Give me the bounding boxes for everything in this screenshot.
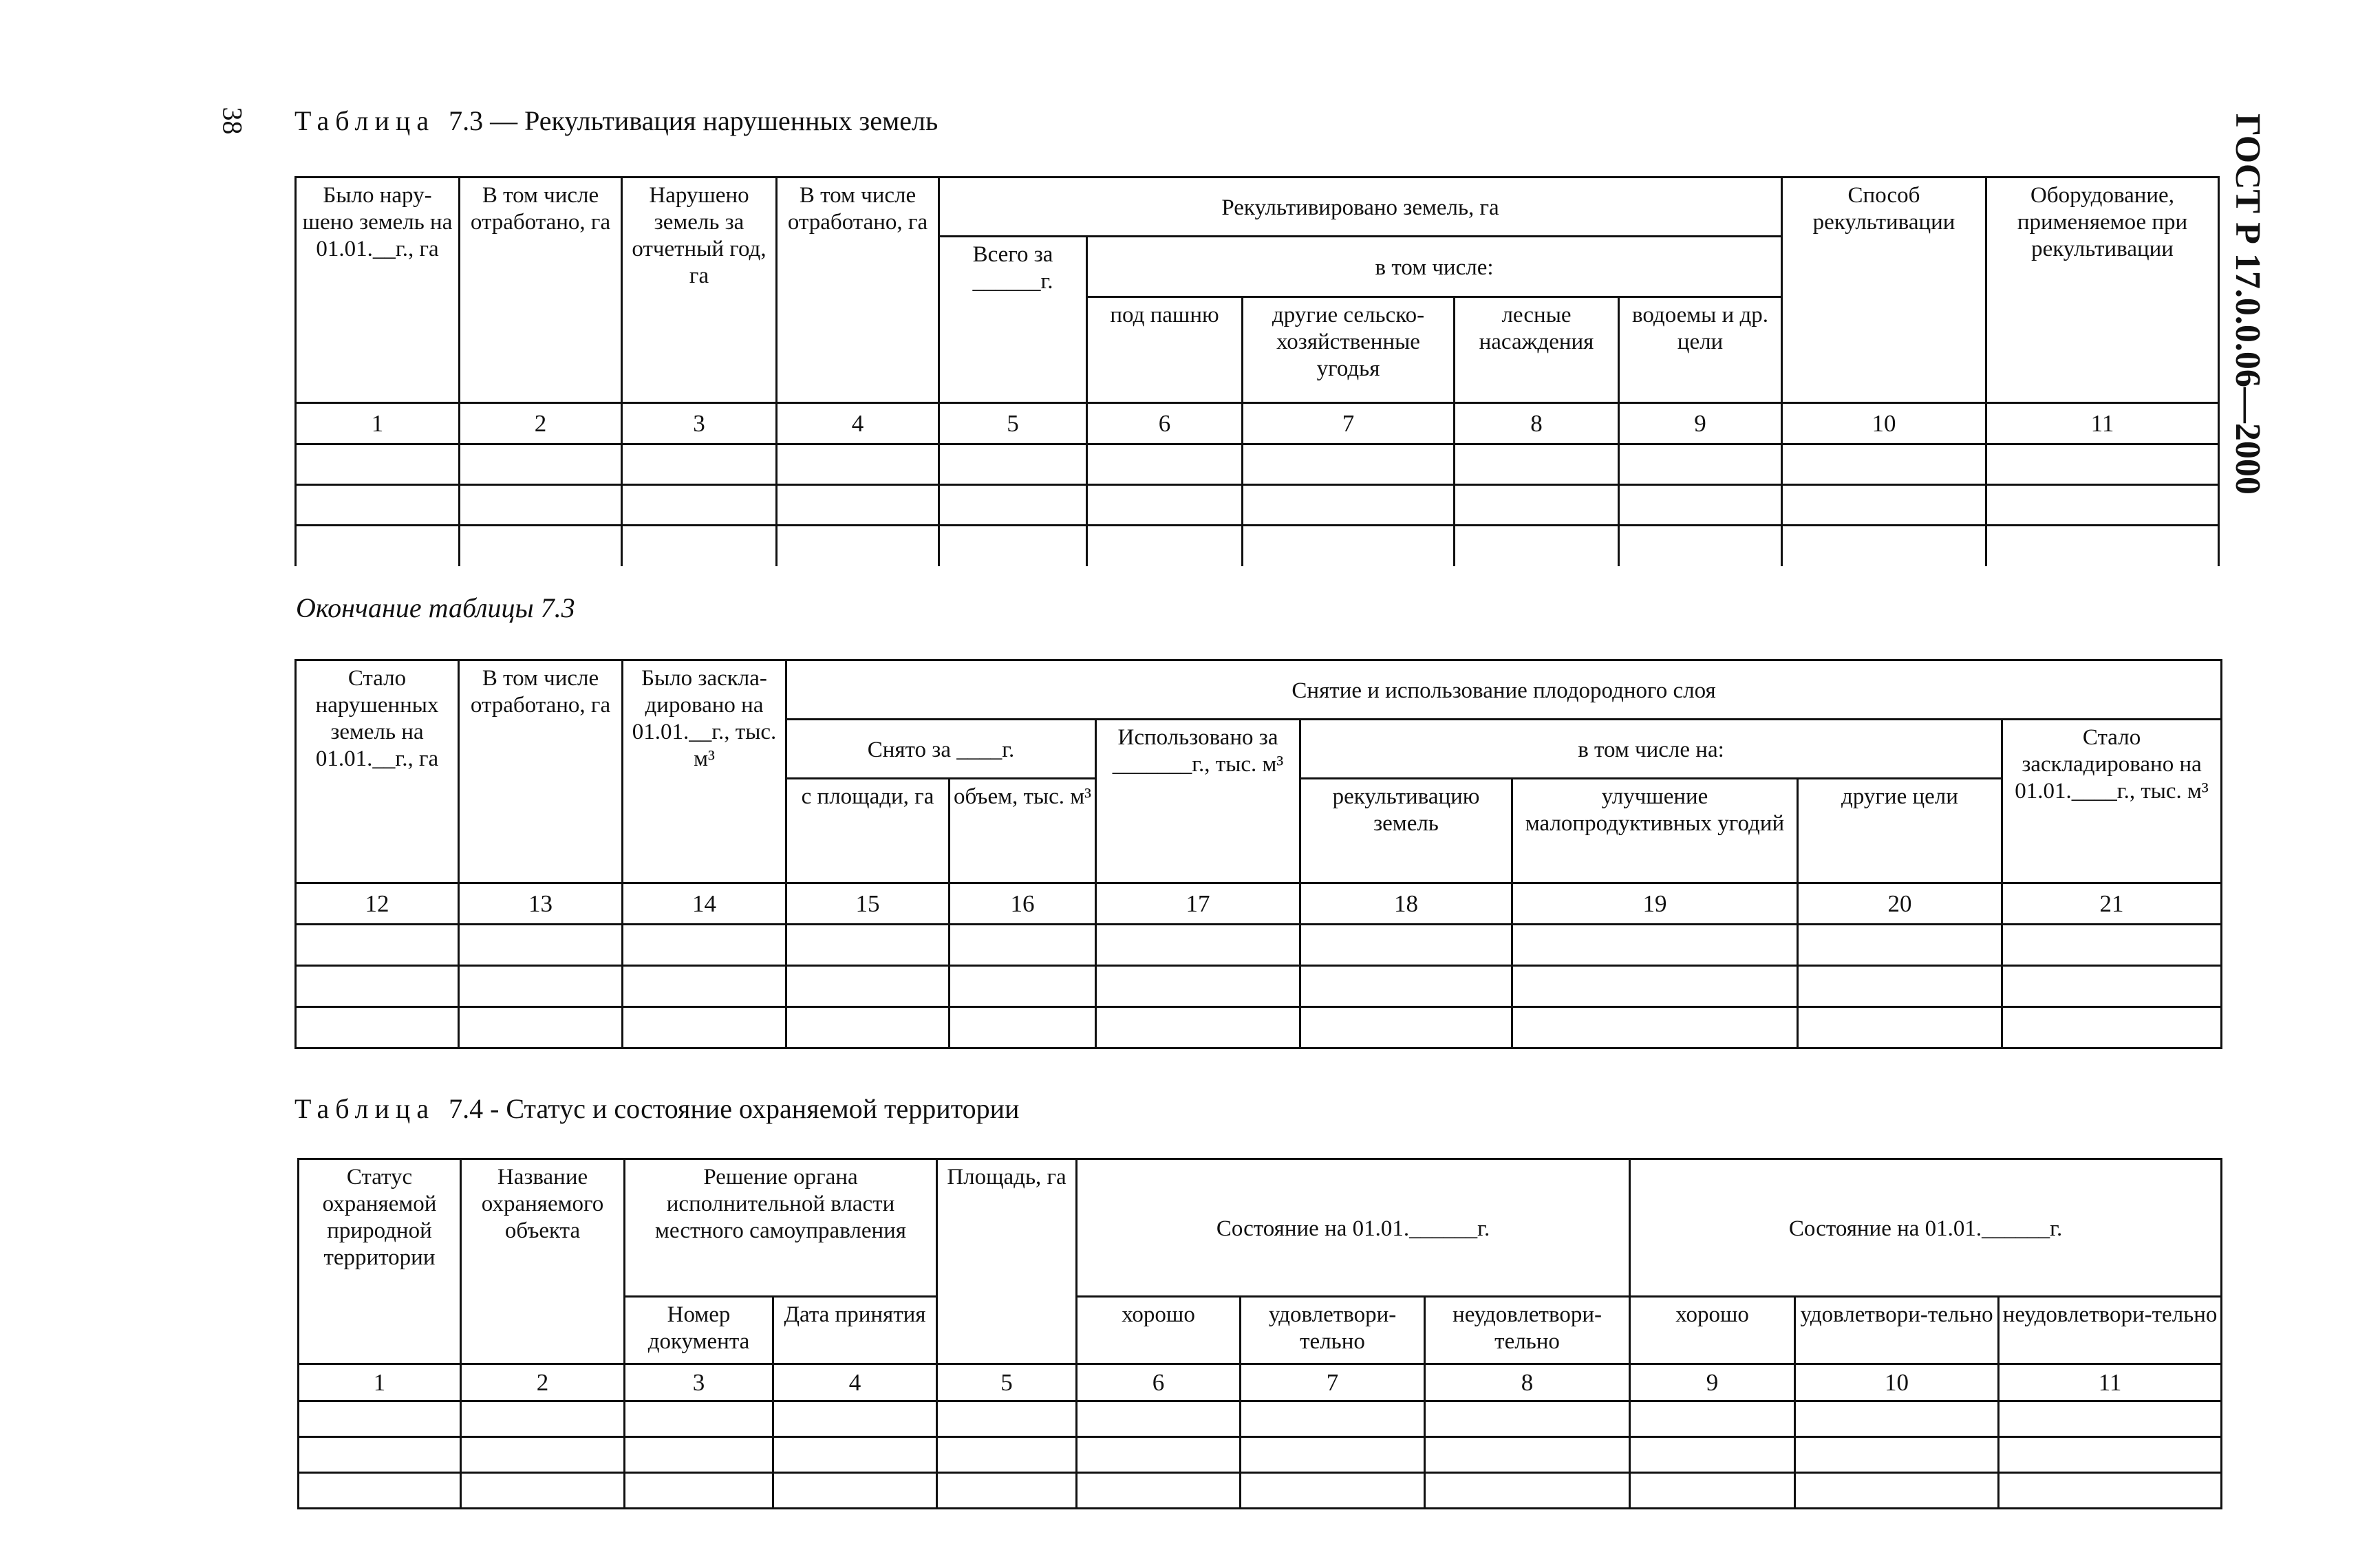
empty-cell [461,1401,625,1437]
empty-cell [1455,526,1619,566]
empty-cell [1455,444,1619,485]
column-number: 8 [1425,1364,1630,1401]
column-number: 11 [1986,403,2219,444]
table-7-4-title-word: Таблица [294,1093,436,1124]
page-number: 38 [217,107,248,135]
column-number: 16 [950,883,1096,925]
header-was-stored: Было заскла-дировано на 01.01.__г., тыс. м³ [623,660,786,883]
header-was-disturbed: Было нару-шено земель на 01.01.__г., га [296,177,460,403]
header-object-name: Название охраняемого объекта [461,1159,625,1364]
empty-cell [625,1473,773,1509]
empty-cell [1241,1401,1425,1437]
column-number-row [299,1364,2222,1401]
table-row [296,526,2219,566]
header-including-on: в том числе на: [1300,720,2002,779]
column-number: 14 [623,883,786,925]
empty-cell [1096,925,1300,966]
table-7-4-title [294,1092,1019,1125]
empty-cell [1999,1473,2222,1509]
table-row [299,1473,2222,1509]
table-row [296,444,2219,485]
header-doc-number: Номер документа [625,1297,773,1364]
column-number: 5 [939,403,1087,444]
empty-cell [296,485,460,526]
empty-cell [786,1007,950,1048]
table-7-3-title-word: Таблица [294,105,436,136]
empty-cell [950,1007,1096,1048]
empty-cell [937,1401,1077,1437]
empty-cell [950,925,1096,966]
empty-cell [937,1473,1077,1509]
empty-cell [2002,966,2222,1007]
empty-cell [777,485,939,526]
table-7-3-title [294,105,938,137]
column-number: 18 [1300,883,1512,925]
column-number: 4 [777,403,939,444]
empty-cell [1425,1437,1630,1473]
header-adopt-date: Дата принятия [773,1297,937,1364]
header-good-2: хорошо [1630,1297,1795,1364]
empty-cell [622,485,777,526]
column-number: 3 [622,403,777,444]
column-number: 15 [786,883,950,925]
empty-cell [1999,1401,2222,1437]
column-number: 10 [1782,403,1986,444]
column-number: 19 [1512,883,1798,925]
header-equipment: Оборудование, применяемое при рекультивации [1986,177,2219,403]
empty-cell [299,1437,461,1473]
table-7-4 [297,1158,2222,1509]
header-water: водоемы и др. цели [1619,297,1782,403]
empty-cell [1087,485,1243,526]
empty-cell [622,444,777,485]
empty-cell [773,1473,937,1509]
empty-cell [459,966,623,1007]
column-number: 1 [296,403,460,444]
empty-cell [1798,966,2002,1007]
header-worked-out-2: В том числе отработано, га [777,177,939,403]
empty-cell [1999,1437,2222,1473]
empty-cell [1782,444,1986,485]
empty-cell [623,966,786,1007]
column-number: 9 [1619,403,1782,444]
empty-cell [1425,1401,1630,1437]
empty-cell [777,444,939,485]
header-disturbed-year: Нарушено земель за отчетный год, га [622,177,777,403]
header-recultivated: Рекультивировано земель, га [939,177,1782,237]
empty-cell [1798,925,2002,966]
header-improve: улучшение малопродуктивных угодий [1512,779,1798,883]
empty-cell [623,925,786,966]
empty-cell [1782,526,1986,566]
table-7-4-title-text: 7.4 - Статус и состояние охраняемой территории [449,1093,1020,1124]
empty-cell [460,485,622,526]
empty-cell [296,1007,459,1048]
empty-cell [459,1007,623,1048]
standard-code: ГОСТ Р 17.0.0.06—2000 [2228,114,2267,495]
header-satisf-1: удовлетвори-тельно [1241,1297,1425,1364]
empty-cell [1077,1401,1241,1437]
empty-cell [1243,444,1455,485]
header-state-2: Состояние на 01.01.______г. [1630,1159,2222,1297]
empty-cell [1077,1473,1241,1509]
empty-cell [1782,485,1986,526]
table-7-3-end-subtitle: Окончание таблицы 7.3 [296,592,575,623]
header-became-disturbed: Стало нарушенных земель на 01.01.__г., га [296,660,459,883]
table-7-3-end [294,659,2222,1049]
column-number: 6 [1077,1364,1241,1401]
empty-cell [2002,1007,2222,1048]
table-row [296,925,2222,966]
header-area: Площадь, га [937,1159,1077,1364]
empty-cell [296,925,459,966]
empty-cell [1241,1473,1425,1509]
header-status: Статус охраняемой природной территории [299,1159,461,1364]
header-area: с площади, га [786,779,950,883]
empty-cell [939,526,1087,566]
empty-cell [939,444,1087,485]
empty-cell [1300,925,1512,966]
table-row [299,1437,2222,1473]
empty-cell [625,1437,773,1473]
header-recult: рекультивацию земель [1300,779,1512,883]
header-other-agri: другие сельско-хозяйственные угодья [1243,297,1455,403]
column-number: 2 [460,403,622,444]
header-unsatisf-2: неудовлетвори-тельно [1999,1297,2222,1364]
empty-cell [1455,485,1619,526]
header-total: Всего за ______г. [939,237,1087,403]
header-forest: лесные насаждения [1455,297,1619,403]
header-state-1: Состояние на 01.01.______г. [1077,1159,1630,1297]
empty-cell [459,925,623,966]
empty-cell [625,1401,773,1437]
column-number: 1 [299,1364,461,1401]
column-number: 7 [1243,403,1455,444]
empty-cell [1795,1473,1999,1509]
column-number-row [296,883,2222,925]
empty-cell [1512,1007,1798,1048]
empty-cell [296,966,459,1007]
header-other-goals: другие цели [1798,779,2002,883]
empty-cell [623,1007,786,1048]
empty-cell [1096,1007,1300,1048]
column-number: 8 [1455,403,1619,444]
empty-cell [2002,925,2222,966]
empty-cell [1795,1437,1999,1473]
empty-cell [1619,444,1782,485]
header-worked-out-1: В том числе отработано, га [460,177,622,403]
empty-cell [1986,444,2219,485]
table-7-3-title-text: 7.3 — Рекультивация нарушенных земель [449,105,939,136]
empty-cell [1619,485,1782,526]
column-number: 21 [2002,883,2222,925]
empty-cell [461,1437,625,1473]
header-satisf-2: удовлетвори-тельно [1795,1297,1999,1364]
empty-cell [1300,1007,1512,1048]
column-number: 5 [937,1364,1077,1401]
column-number: 10 [1795,1364,1999,1401]
empty-cell [299,1473,461,1509]
column-number: 11 [1999,1364,2222,1401]
empty-cell [1241,1437,1425,1473]
column-number: 3 [625,1364,773,1401]
empty-cell [1986,526,2219,566]
empty-cell [299,1401,461,1437]
empty-cell [1243,526,1455,566]
empty-cell [1798,1007,2002,1048]
empty-cell [773,1401,937,1437]
header-good-1: хорошо [1077,1297,1241,1364]
column-number-row [296,403,2219,444]
empty-cell [1986,485,2219,526]
header-used: Использовано за _______г., тыс. м³ [1096,720,1300,883]
table-row [296,966,2222,1007]
column-number: 7 [1241,1364,1425,1401]
empty-cell [1077,1437,1241,1473]
header-including: в том числе: [1087,237,1782,297]
empty-cell [786,925,950,966]
empty-cell [1096,966,1300,1007]
empty-cell [1630,1473,1795,1509]
header-stored-now: Стало заскладировано на 01.01.____г., тыс. м³ [2002,720,2222,883]
empty-cell [1630,1401,1795,1437]
empty-cell [773,1437,937,1473]
empty-cell [622,526,777,566]
empty-cell [786,966,950,1007]
empty-cell [461,1473,625,1509]
empty-cell [1619,526,1782,566]
column-number: 6 [1087,403,1243,444]
empty-cell [939,485,1087,526]
empty-cell [1512,925,1798,966]
empty-cell [1300,966,1512,1007]
empty-cell [1087,526,1243,566]
empty-cell [1630,1437,1795,1473]
table-row [296,1007,2222,1048]
header-volume: объем, тыс. м³ [950,779,1096,883]
table-7-3 [294,176,2220,566]
header-unsatisf-1: неудовлетвори-тельно [1425,1297,1630,1364]
header-topsoil: Снятие и использование плодородного слоя [786,660,2222,720]
empty-cell [1425,1473,1630,1509]
table-row [296,485,2219,526]
column-number: 4 [773,1364,937,1401]
column-number: 2 [461,1364,625,1401]
empty-cell [296,526,460,566]
standard-code-container [2227,114,2309,733]
column-number: 17 [1096,883,1300,925]
header-worked-out-3: В том числе отработано, га [459,660,623,883]
column-number: 12 [296,883,459,925]
empty-cell [1243,485,1455,526]
empty-cell [296,444,460,485]
column-number: 13 [459,883,623,925]
empty-cell [1087,444,1243,485]
header-arable: под пашню [1087,297,1243,403]
header-decision: Решение органа исполнительной власти местного самоуправления [625,1159,937,1297]
empty-cell [950,966,1096,1007]
column-number: 20 [1798,883,2002,925]
header-method: Способ рекультивации [1782,177,1986,403]
empty-cell [937,1437,1077,1473]
header-removed: Снято за ____г. [786,720,1096,779]
empty-cell [460,526,622,566]
empty-cell [1512,966,1798,1007]
empty-cell [460,444,622,485]
empty-cell [777,526,939,566]
column-number: 9 [1630,1364,1795,1401]
empty-cell [1795,1401,1999,1437]
table-row [299,1401,2222,1437]
